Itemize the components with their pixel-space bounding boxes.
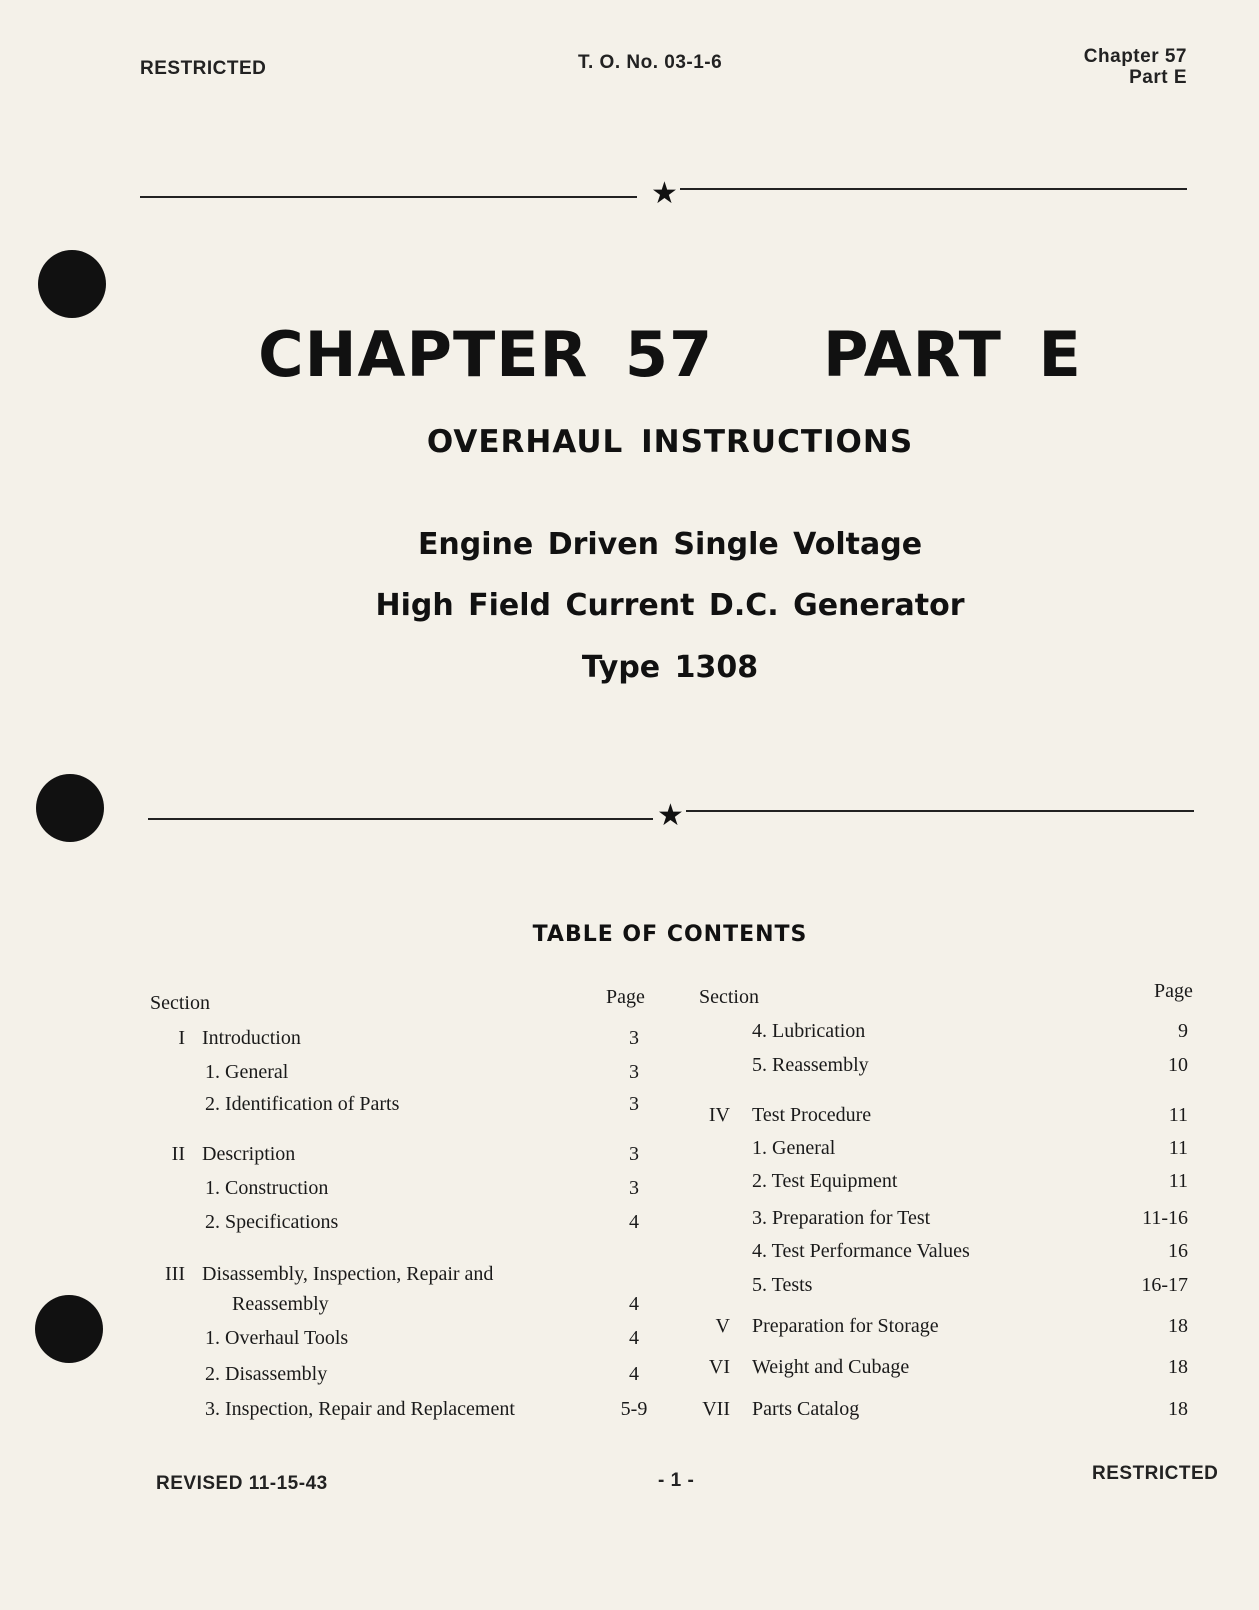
- toc-section-number: III: [165, 1263, 185, 1285]
- toc-section-number: II: [171, 1143, 185, 1165]
- toc-page-number: 16: [1168, 1240, 1188, 1262]
- toc-entry-label: Description: [202, 1143, 296, 1165]
- toc-entry-label: 1. Construction: [205, 1177, 329, 1199]
- toc-left-page-header: Page: [606, 986, 645, 1008]
- toc-entry-label: 1. General: [752, 1137, 836, 1159]
- toc-entry-label: 4. Lubrication: [752, 1020, 866, 1042]
- toc-entry-label: 5. Reassembly: [752, 1054, 869, 1076]
- header-chapter-part: [1084, 46, 1187, 88]
- toc-right-page-header: Page: [1154, 980, 1193, 1002]
- toc-entry-label: 3. Inspection, Repair and Replacement: [205, 1398, 515, 1420]
- toc-section-number: I: [178, 1027, 185, 1049]
- toc-entry-label: 5. Tests: [752, 1274, 813, 1296]
- toc-page-number: 4: [629, 1363, 639, 1385]
- toc-entry-label: Reassembly: [232, 1293, 329, 1315]
- toc-entry-label: 3. Preparation for Test: [752, 1207, 931, 1229]
- toc-page-number: 9: [1178, 1020, 1188, 1042]
- footer-classification: RESTRICTED: [1092, 1463, 1219, 1484]
- toc-page-number: 18: [1168, 1398, 1188, 1420]
- toc-page-number: 3: [629, 1143, 639, 1165]
- toc-entry-label: 4. Test Performance Values: [752, 1240, 970, 1262]
- toc-section-number: IV: [708, 1104, 730, 1126]
- equipment-type: Type 1308: [581, 650, 759, 685]
- toc-entry-label: 2. Specifications: [205, 1211, 339, 1233]
- toc-page-number: 5-9: [620, 1398, 648, 1420]
- toc-left-section-header: Section: [150, 992, 210, 1014]
- middle-rule-right: [686, 810, 1194, 812]
- top-rule-right: [680, 188, 1187, 190]
- toc-entry-label: Weight and Cubage: [752, 1356, 910, 1378]
- middle-rule-left: [148, 818, 653, 820]
- toc-entry-label: 2. Identification of Parts: [205, 1093, 400, 1115]
- toc-page-number: 11: [1168, 1170, 1188, 1192]
- toc-page-number: 3: [629, 1061, 639, 1083]
- top-rule-left: [140, 196, 637, 198]
- header-to-number: T. O. No. 03-1-6: [578, 52, 723, 73]
- toc-right-section-header: Section: [699, 986, 759, 1008]
- toc-section-number: V: [715, 1315, 730, 1337]
- toc-entry-label: Parts Catalog: [752, 1398, 860, 1420]
- header-classification: RESTRICTED: [140, 58, 267, 79]
- toc-entry-label: Introduction: [202, 1027, 301, 1049]
- footer-page-number: - 1 -: [658, 1470, 695, 1491]
- toc-page-number: 3: [629, 1027, 639, 1049]
- header-chapter: Chapter 57: [1083, 46, 1187, 67]
- toc-page-number: 18: [1168, 1315, 1188, 1337]
- equipment-line-1: Engine Driven Single Voltage: [417, 527, 923, 562]
- toc-page-number: 4: [629, 1293, 639, 1315]
- toc-heading: TABLE OF CONTENTS: [532, 922, 808, 947]
- toc-page-number: 4: [629, 1211, 639, 1233]
- toc-entry-label: 1. Overhaul Tools: [205, 1327, 349, 1349]
- toc-page-number: 4: [629, 1327, 639, 1349]
- toc-page-number: 11-16: [1142, 1207, 1188, 1229]
- toc-page-number: 11: [1168, 1104, 1188, 1126]
- document-subtitle: OVERHAUL INSTRUCTIONS: [426, 424, 914, 460]
- toc-page-number: 16-17: [1141, 1274, 1188, 1296]
- toc-entry-label: Test Procedure: [752, 1104, 872, 1126]
- toc-page-number: 11: [1168, 1137, 1188, 1159]
- toc-page-number: 3: [629, 1177, 639, 1199]
- toc-entry-label: Disassembly, Inspection, Repair and: [202, 1263, 494, 1285]
- toc-entry-label: 1. General: [205, 1061, 289, 1083]
- toc-section-number: VII: [702, 1398, 730, 1420]
- toc-entry-label: 2. Test Equipment: [752, 1170, 898, 1192]
- toc-page-number: 10: [1168, 1054, 1188, 1076]
- star-icon: ★: [651, 176, 678, 211]
- toc-section-number: VI: [708, 1356, 730, 1378]
- footer-revised-date: REVISED 11-15-43: [156, 1473, 328, 1494]
- binder-hole-top: [38, 250, 106, 318]
- toc-entry-label: Preparation for Storage: [752, 1315, 939, 1337]
- toc-page-number: 18: [1168, 1356, 1188, 1378]
- binder-hole-bottom: [35, 1295, 103, 1363]
- header-part: Part E: [1129, 67, 1187, 88]
- toc-entry-label: 2. Disassembly: [205, 1363, 328, 1385]
- chapter-title: CHAPTER 57 PART E: [258, 318, 1082, 391]
- equipment-line-2: High Field Current D.C. Generator: [375, 588, 965, 623]
- toc-page-number: 3: [629, 1093, 639, 1115]
- star-icon: ★: [657, 798, 684, 833]
- binder-hole-middle: [36, 774, 104, 842]
